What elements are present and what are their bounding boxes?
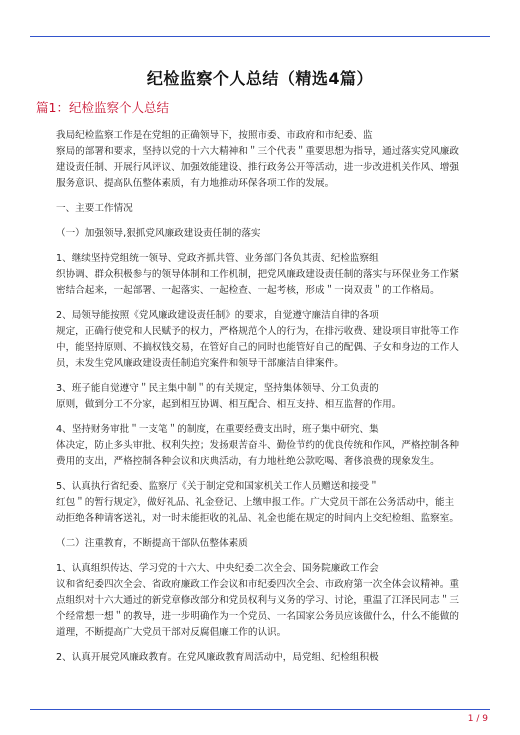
header-rule [30,36,490,37]
subheading [36,201,488,217]
document-body [36,128,488,675]
text-line: 体决定，防止多头审批、权利失控；发扬艰苦奋斗、勤俭节约的优良传统和作风，严格控制各种 [56,440,459,451]
text-line: 道理，不断提高广大党员干部对反腐倡廉工作的认识。 [56,627,287,638]
text-line: 员，未发生党风廉政建设责任制追究案件和领导干部廉洁自律案件。 [56,358,344,369]
text-line: 规定，正确行使党和人民赋予的权力，严格规范个人的行为，在排污收费、建设项目审批等工作 [56,326,459,337]
text-line: 费用的支出，严格控制各种会议和庆典活动，有力地杜绝公款吃喝、奢侈浪费的现象发生。 [56,456,440,467]
text-line: 一、主要工作情况 [56,203,133,214]
text-line: 点组织对十六大通过的新党章修改部分和党员权利与义务的学习、讨论，重温了江泽民同志＂三 [56,595,459,606]
text-line: 我局纪检监察工作是在党组的正确领导下，按照市委、市政府和市纪委、监 [56,130,373,141]
text-line: 议和省纪委四次全会、省政府廉政工作会议和市纪委四次全会、市政府第一次全体会议精神。重 [56,579,459,590]
paragraph [36,561,488,641]
text-line: 5、认真执行省纪委、监察厅《关于制定党和国家机关工作人员赠送和接受＂ [56,481,379,492]
text-line: 4、坚持财务审批＂一支笔＂的制度，在重要经费支出时，班子集中研究、集 [56,424,379,435]
text-line: 察局的部署和要求，坚持以党的十六大精神和＂三个代表＂重要思想为指导，通过落实党风廉政 [56,146,459,157]
text-line: 服务意识、提高队伍整体素质，有力地推动环保各项工作的发展。 [56,178,335,189]
section-heading: 篇1：纪检监察个人总结 [36,100,169,115]
text-line: 2、局领导能按照《党风廉政建设责任制》的要求，自觉遵守廉洁自律的各项 [56,310,379,321]
footer-rule [30,709,490,710]
paragraph [36,650,488,666]
page-number: 1 / 9 [467,714,488,724]
text-line: 红包＂的暂行规定》，做好礼品、礼金登记、上缴申报工作。广大党员干部在公务活动中，能主 [56,497,455,508]
text-line: 1、认真组织传达、学习党的十六大、中央纪委二次全会、国务院廉政工作会 [56,563,379,574]
paragraph [36,308,488,372]
paragraph [36,251,488,299]
text-line: 2、认真开展党风廉政教育。在党风廉政教育周活动中，局党组、纪检组积极 [56,652,379,663]
text-line: （一）加强领导,狠抓党风廉政建设责任制的落实 [56,228,261,239]
text-line: 个经常想一想＂的教导，进一步明确作为一个党员、一名国家公务员应该做什么，什么不能做的 [56,611,459,622]
paragraph [36,128,488,192]
text-line: 3、班子能自觉遵守＂民主集中制＂的有关规定，坚持集体领导、分工负责的 [56,383,379,394]
paragraph [36,422,488,470]
document-title: 纪检监察个人总结（精选4篇） [146,69,374,88]
text-line: 动拒绝各种请客送礼，对一时未能拒收的礼品、礼金也能在规定的时间内上交纪检组、监察室。 [56,513,459,524]
text-line: 织协调、群众积极参与的领导体制和工作机制，把党风廉政建设责任制的落实与环保业务工作紧 [56,269,459,280]
text-line: 1、继续坚持党组统一领导、党政齐抓共管、业务部门各负其责、纪检监察组 [56,253,379,264]
paragraph [36,479,488,527]
text-line: 中，能坚持原则、不搞权钱交易，在管好自己的同时也能管好自己的配偶、子女和身边的工作人 [56,342,459,353]
paragraph [36,381,488,413]
text-line: 原则，做到分工不分家，起到相互协调、相互配合、相互支持、相互监督的作用。 [56,399,402,410]
subheading [36,536,488,552]
text-line: 建设责任制、开展行风评议、加强效能建设、推行政务公开等活动，进一步改进机关作风、增强 [56,162,459,173]
text-line: 密结合起来，一起部署、一起落实、一起检查、一起考核，形成＂一岗双责＂的工作格局。 [56,285,440,296]
text-line: （二）注重教育，不断提高干部队伍整体素质 [56,538,248,549]
subheading [36,226,488,242]
